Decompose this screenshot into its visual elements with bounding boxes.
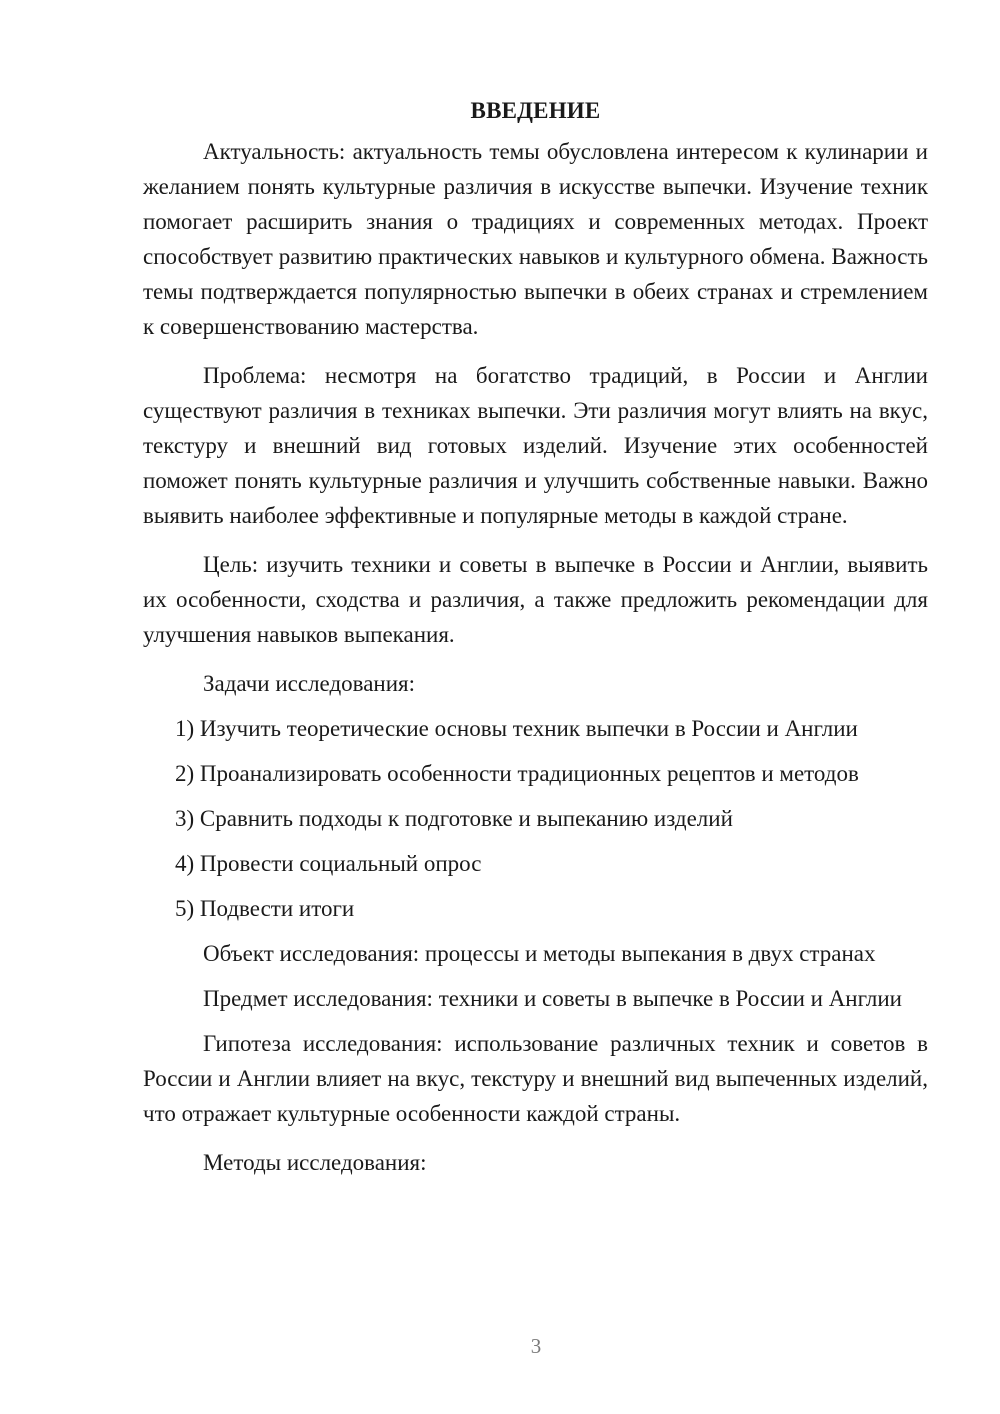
goal-paragraph: Цель: изучить техники и советы в выпечке в России и Англии, выявить их особенности, сходства и различия, а также предложить рекомендации для улучшения навыков выпекания. bbox=[143, 552, 928, 647]
task-item: 4) Провести социальный опрос bbox=[175, 851, 482, 876]
hypothesis-paragraph: Гипотеза исследования: использование различных техник и советов в России и Англии влияет на вкус, текстуру и внешний вид выпеченных изделий, что отражает культурные особенности каждой страны. bbox=[143, 1031, 928, 1126]
problem-paragraph: Проблема: несмотря на богатство традиций, в России и Англии существуют различия в техниках выпечки. Эти различия могут влиять на вкус, текстуру и внешний вид готовых изделий. Изучение этих особенностей поможет понять культурные различия и улучшить собственные навыки. Важно выявить наиболее эффективные и популярные методы в каждой стране. bbox=[143, 363, 928, 528]
document-page bbox=[143, 94, 928, 1180]
subject-paragraph: Предмет исследования: техники и советы в выпечке в России и Англии bbox=[203, 986, 902, 1011]
document-title: ВВЕДЕНИЕ bbox=[470, 98, 601, 123]
task-item: 3) Сравнить подходы к подготовке и выпеканию изделий bbox=[175, 806, 733, 831]
methods-heading: Методы исследования: bbox=[203, 1150, 427, 1175]
object-paragraph: Объект исследования: процессы и методы выпекания в двух странах bbox=[203, 941, 876, 966]
task-item: 5) Подвести итоги bbox=[175, 896, 355, 921]
task-item: 1) Изучить теоретические основы техник выпечки в России и Англии bbox=[175, 716, 858, 741]
tasks-heading: Задачи исследования: bbox=[203, 671, 416, 696]
task-item: 2) Проанализировать особенности традиционных рецептов и методов bbox=[175, 761, 859, 786]
page-number: 3 bbox=[530, 1334, 542, 1358]
relevance-paragraph: Актуальность: актуальность темы обусловлена интересом к кулинарии и желанием понять культурные различия в искусстве выпечки. Изучение техник помогает расширить знания о традициях и современных методах. Проект способствует развитию практических навыков и культурного обмена. Важность темы подтверждается популярностью выпечки в обеих странах и стремлением к совершенствованию мастерства. bbox=[143, 139, 928, 339]
tasks-list bbox=[143, 711, 928, 926]
